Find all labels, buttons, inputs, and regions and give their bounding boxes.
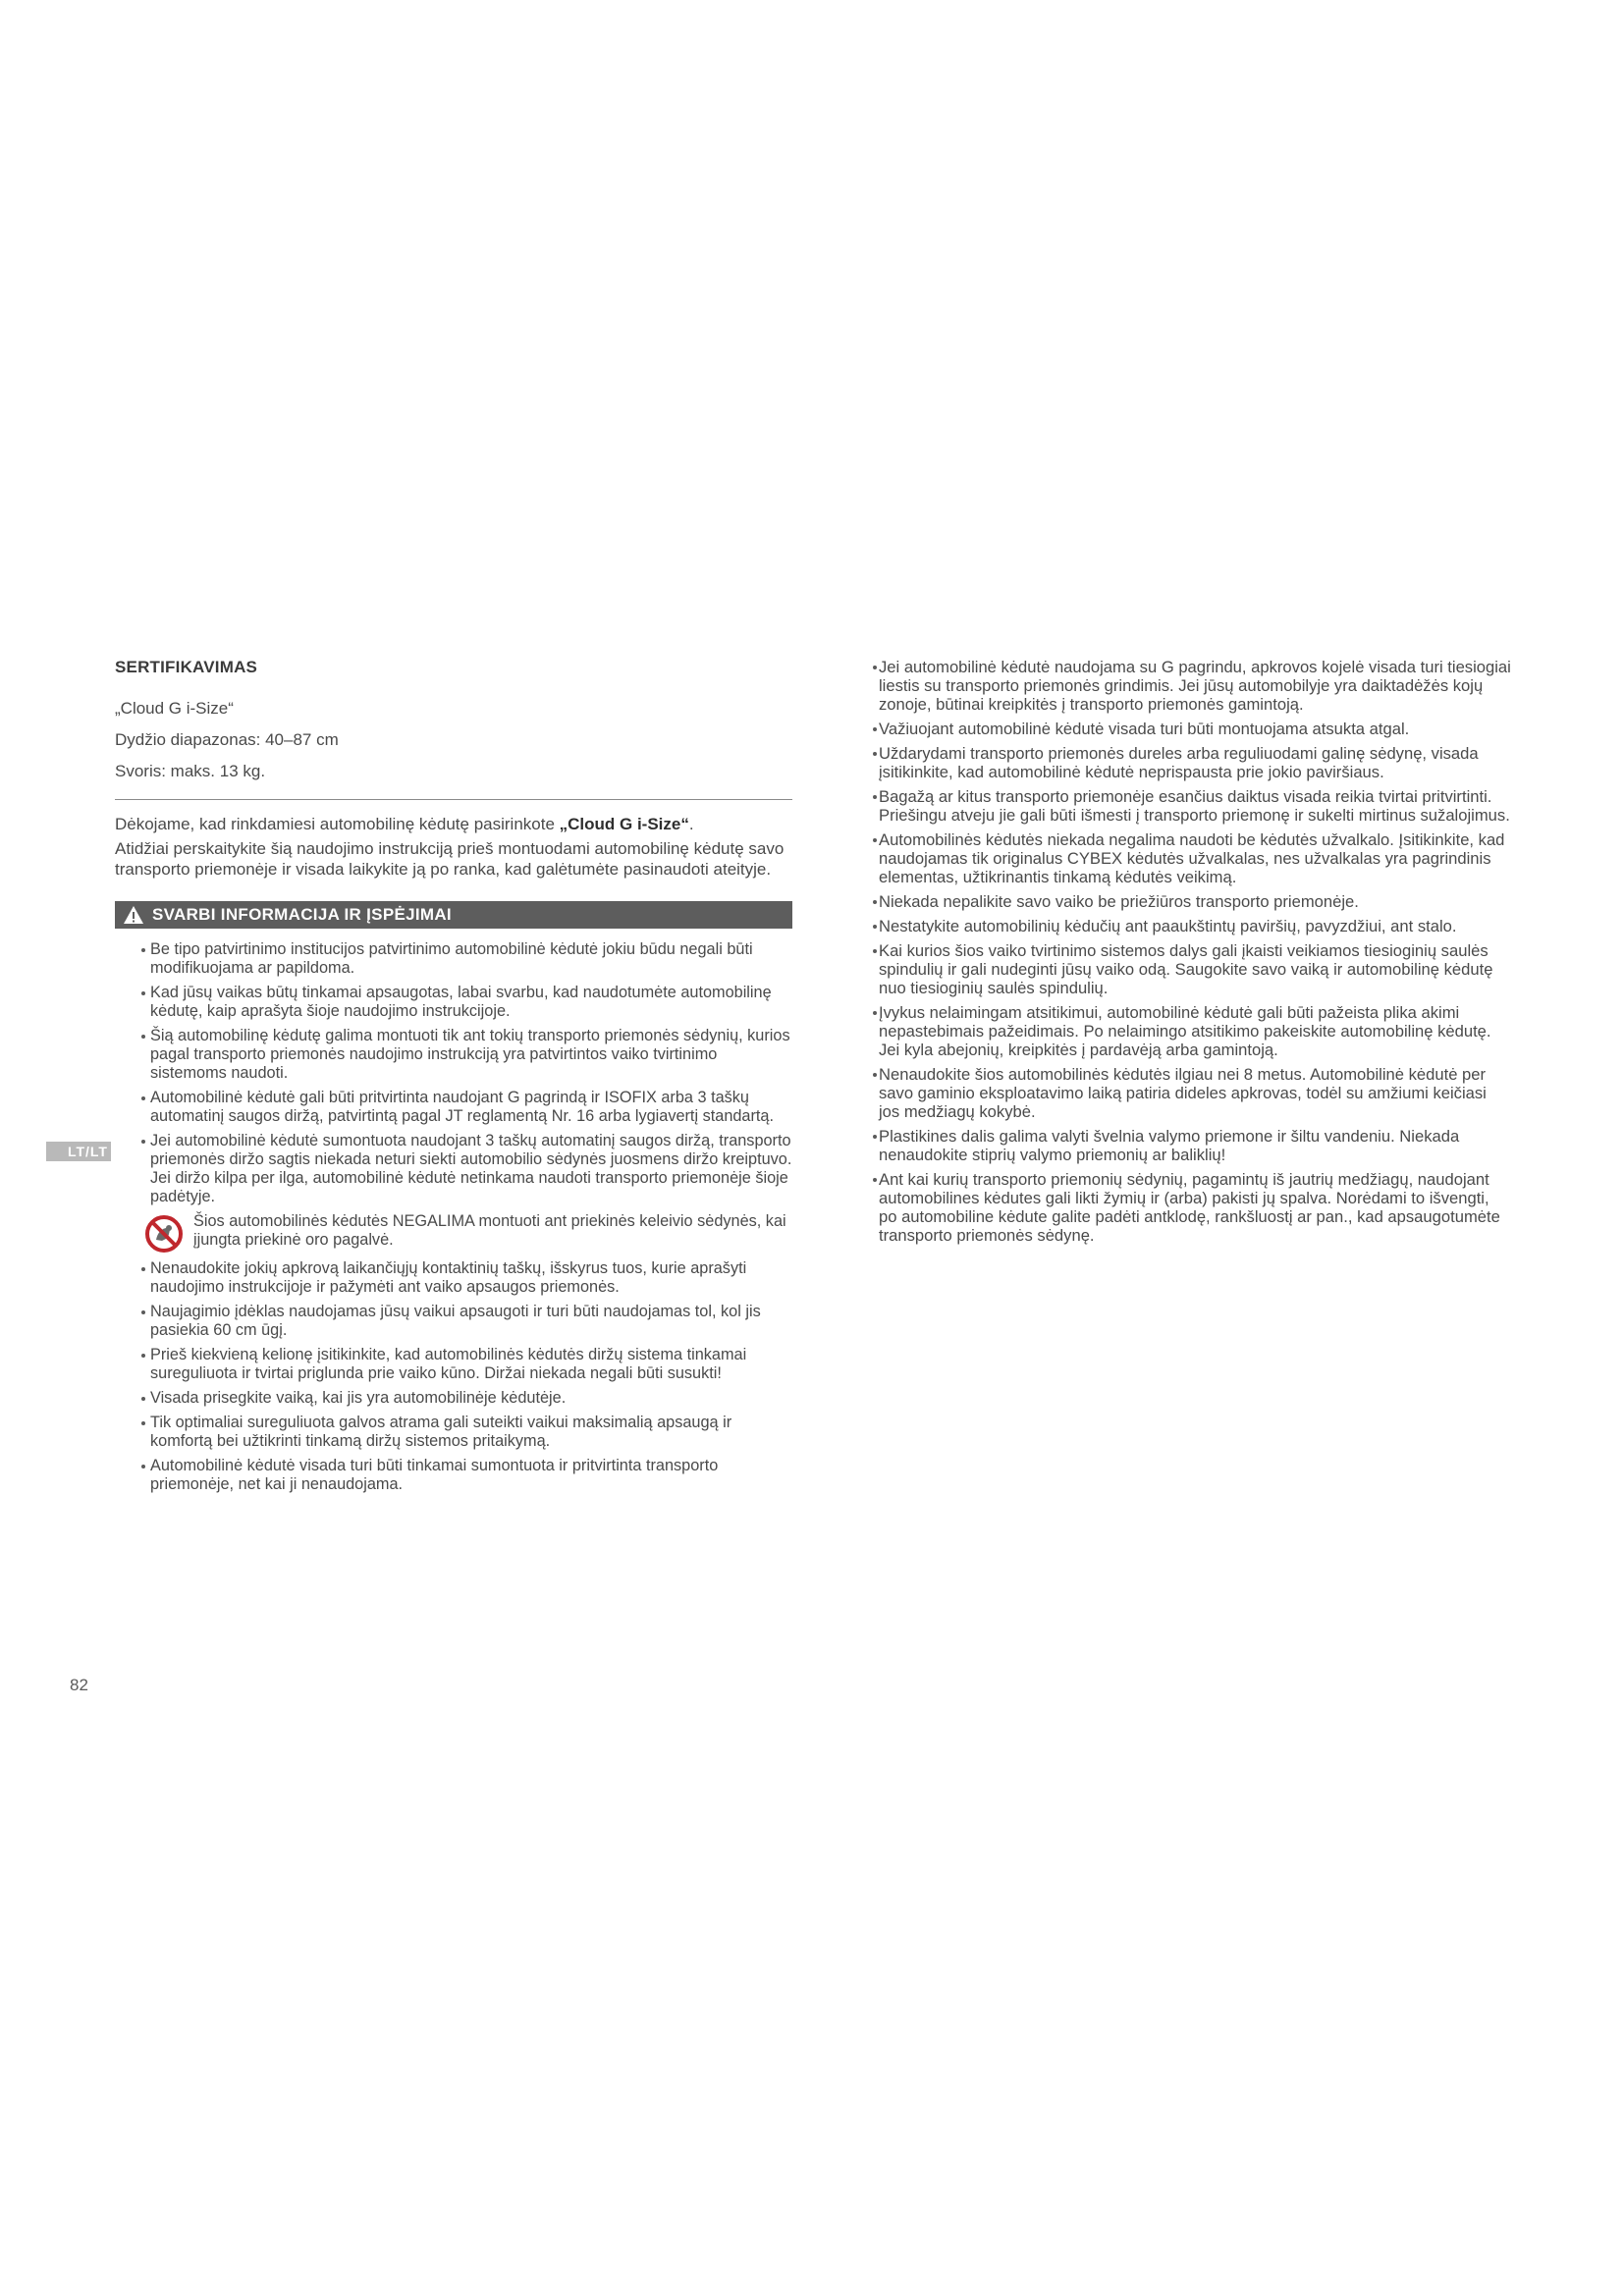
list-item: Nestatykite automobilinių kėdučių ant paaukštintų paviršių, pavyzdžiui, ant stalo.: [873, 917, 1511, 935]
no-airbag-icon: [144, 1214, 184, 1254]
list-item: Jei automobilinė kėdutė sumontuota naudojant 3 taškų automatinį saugos diržą, transporto priemonės diržo sagtis niekada neturi siekti automobilio sėdynės juosmens diržo kreiptuvo. Jei diržo kilpa per ilga, automobilinė kėdutė netinkama naudoti transporto priemonėje šioje padėtyje.: [115, 1132, 792, 1206]
list-item: Įvykus nelaimingam atsitikimui, automobilinė kėdutė gali būti pažeista plika akimi nepastebimais pažeidimais. Po nelaimingo atsitikimo pakeiskite automobilinę kėdutę. Jei kyla abejonių, kreipkitės į pardavėją arba gamintoją.: [873, 1003, 1511, 1059]
airbag-warning-item: [115, 1212, 792, 1254]
list-item: Niekada nepalikite savo vaiko be priežiūros transporto priemonėje.: [873, 892, 1511, 911]
list-item: Tik optimaliai sureguliuota galvos atrama gali suteikti vaikui maksimalią apsaugą ir komfortą bei užtikrinti tinkamą diržų sistemos pritaikymą.: [115, 1414, 792, 1451]
list-item: Kai kurios šios vaiko tvirtinimo sistemos dalys gali įkaisti veikiamos tiesioginių saulės spindulių ir gali nudeginti jūsų vaiko odą. Saugokite savo vaiką ir automobilinę kėdutę nuo tiesioginių saulės spindulių.: [873, 941, 1511, 997]
list-item: Automobilinės kėdutės niekada negalima naudoti be kėdutės užvalkalo. Įsitikinkite, kad naudojamas tik originalus CYBEX kėdutės užvalkalas, nes užvalkalas yra pagrindinis elementas, užtikrinantis tinkamą kėdutės veikimą.: [873, 830, 1511, 886]
right-column: [873, 658, 1511, 1251]
language-tab: LT/LT: [46, 1142, 111, 1161]
size-range: Dydžio diapazonas: 40–87 cm: [115, 730, 339, 749]
warning-triangle-icon: [123, 905, 144, 925]
airbag-warning-text: Šios automobilinės kėdutės NEGALIMA montuoti ant priekinės keleivio sėdynės, kai įjungta priekinė oro pagalvė.: [193, 1212, 786, 1249]
list-item: Naujagimio įdėklas naudojamas jūsų vaikui apsaugoti ir turi būti naudojamas tol, kol jis pasiekia 60 cm ūgį.: [115, 1303, 792, 1340]
list-item: Automobilinė kėdutė visada turi būti tinkamai sumontuota ir pritvirtinta transporto priemonėje, net kai ji nenaudojama.: [115, 1457, 792, 1494]
list-item: Ant kai kurių transporto priemonių sėdynių, pagamintų iš jautrių medžiagų, naudojant automobilines kėdutes gali likti žymių ir (arba) pakisti jų spalva. Norėdami to išvengti, po automobiline kėdute galite padėti antklodę, rankšluostį ar pan., kad apsaugotumėte transporto priemonės sėdynę.: [873, 1170, 1511, 1245]
warnings-heading-bar: [115, 901, 792, 929]
max-weight: Svoris: maks. 13 kg.: [115, 762, 266, 780]
list-item: Jei automobilinė kėdutė naudojama su G pagrindu, apkrovos kojelė visada turi tiesiogiai liestis su transporto priemonės grindimis. Jei jūsų automobilyje yra daiktadėžės kojų zonoje, būtinai kreipkitės į transporto priemonės gamintoją.: [873, 658, 1511, 714]
list-item: Prieš kiekvieną kelionę įsitikinkite, kad automobilinės kėdutės diržų sistema tinkamai sureguliuota ir tvirtai priglunda prie vaiko kūno. Diržai niekada negali būti susukti!: [115, 1346, 792, 1383]
warnings-list-right: [873, 658, 1511, 1245]
intro-instructions: Atidžiai perskaitykite šią naudojimo instrukciją prieš montuodami automobilinę kėdutę savo transporto priemonėje ir visada laikykite ją po ranka, kad galėtumėte pasinaudoti ateityje.: [115, 839, 785, 879]
list-item: Važiuojant automobilinė kėdutė visada turi būti montuojama atsukta atgal.: [873, 720, 1511, 738]
list-item: Plastikines dalis galima valyti švelnia valymo priemone ir šiltu vandeniu. Niekada nenaudokite stiprių valymo priemonių ar baliklių!: [873, 1127, 1511, 1164]
warnings-list-left: [115, 940, 792, 1494]
list-item: Nenaudokite šios automobilinės kėdutės ilgiau nei 8 metus. Automobilinė kėdutė per savo gaminio eksploatavimo laiką patiria dideles apkrovas, todėl su amžiumi keičiasi jos medžiagų kokybė.: [873, 1065, 1511, 1121]
product-name: „Cloud G i-Size“: [115, 699, 234, 718]
list-item: Kad jūsų vaikas būtų tinkamai apsaugotas, labai svarbu, kad naudotumėte automobilinę kėdutę, kaip aprašyta šioje naudojimo instrukcijoje.: [115, 984, 792, 1021]
list-item: Nenaudokite jokių apkrovą laikančiųjų kontaktinių taškų, išskyrus tuos, kurie aprašyti naudojimo instrukcijoje ir pažymėti ant vaiko apsaugos priemonės.: [115, 1259, 792, 1297]
intro-thanks: Dėkojame, kad rinkdamiesi automobilinę kėdutę pasirinkote „Cloud G i-Size“.: [115, 815, 694, 833]
left-column: [115, 658, 792, 1500]
list-item: Šią automobilinę kėdutę galima montuoti tik ant tokių transporto priemonės sėdynių, kurios pagal transporto priemonės naudojimo instrukciją yra patvirtintos vaiko tvirtinimo sistemoms naudoti.: [115, 1027, 792, 1083]
page-number: 82: [70, 1676, 88, 1694]
list-item: Bagažą ar kitus transporto priemonėje esančius daiktus visada reikia tvirtai pritvirtinti. Priešingu atveju jie gali būti išmesti į transporto priemonę ir sukelti mirtinus sužalojimus.: [873, 787, 1511, 825]
warnings-heading: SVARBI INFORMACIJA IR ĮSPĖJIMAI: [152, 905, 452, 924]
list-item: Be tipo patvirtinimo institucijos patvirtinimo automobilinė kėdutė jokiu būdu negali būti modifikuojama ar papildoma.: [115, 940, 792, 978]
section-divider: [115, 799, 792, 800]
certification-title: SERTIFIKAVIMAS: [115, 658, 258, 676]
list-item: Automobilinė kėdutė gali būti pritvirtinta naudojant G pagrindą ir ISOFIX arba 3 taškų automatinį saugos diržą, patvirtintą pagal JT reglamentą Nr. 16 arba lygiavertį standartą.: [115, 1089, 792, 1126]
product-name-bold: „Cloud G i-Size“: [559, 815, 689, 833]
list-item: Uždarydami transporto priemonės dureles arba reguliuodami galinę sėdynę, visada įsitikinkite, kad automobilinė kėdutė neprispausta prie jokio paviršiaus.: [873, 744, 1511, 781]
list-item: Visada prisegkite vaiką, kai jis yra automobilinėje kėdutėje.: [115, 1389, 792, 1408]
